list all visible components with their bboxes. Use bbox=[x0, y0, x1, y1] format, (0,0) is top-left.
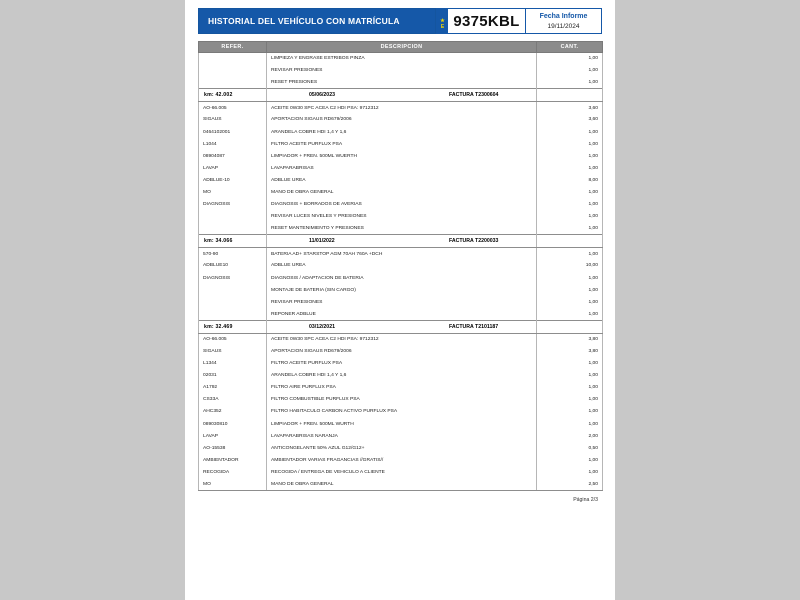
cell-desc: FILTRO ACEITE PURFLUX PSA bbox=[267, 358, 537, 370]
cell-cant: 1,00 bbox=[537, 211, 603, 223]
cell-ref: CS33A bbox=[199, 394, 267, 406]
table-row bbox=[199, 442, 603, 454]
table-row bbox=[199, 284, 603, 296]
cell-ref: LAVAP bbox=[199, 162, 267, 174]
column-header-desc: DESCRIPCION bbox=[267, 42, 537, 53]
cell-desc: BATERIA AD+ STARSTOP AGM 70AH 760A +DCH bbox=[267, 248, 537, 260]
cell-desc: ARANDELA COBRE HDI 1,4 Y 1,6 bbox=[267, 126, 537, 138]
table-row bbox=[199, 418, 603, 430]
group-date: 11/01/2022 bbox=[309, 238, 335, 245]
cell-desc: LIMPIADOR + FREN. 500ML WUERTH bbox=[267, 150, 537, 162]
table-row bbox=[199, 77, 603, 89]
table-row bbox=[199, 394, 603, 406]
cell-cant: 1,00 bbox=[537, 418, 603, 430]
cell-desc: ANTICONGELANTE 50% AZUL G12/G12+ bbox=[267, 442, 537, 454]
service-group-row bbox=[199, 89, 603, 102]
cell-ref bbox=[199, 211, 267, 223]
cell-ref bbox=[199, 65, 267, 77]
cell-desc: ARANDELA COBRE HDI 1,4 Y 1,6 bbox=[267, 370, 537, 382]
cell-ref: 570-90 bbox=[199, 248, 267, 260]
group-date: 05/06/2023 bbox=[309, 92, 335, 99]
table-row bbox=[199, 345, 603, 357]
cell-cant: 1,00 bbox=[537, 77, 603, 89]
table-row bbox=[199, 199, 603, 211]
cell-cant: 1,00 bbox=[537, 296, 603, 308]
cell-desc: RECOGIDA / ENTREGA DE VEHICULO A CLIENTE bbox=[267, 466, 537, 478]
cell-ref: RECOGIDA bbox=[199, 466, 267, 478]
license-plate bbox=[436, 8, 526, 34]
cell-cant: 1,00 bbox=[537, 150, 603, 162]
table-row bbox=[199, 358, 603, 370]
table-row bbox=[199, 370, 603, 382]
group-meta bbox=[267, 235, 537, 248]
cell-desc: REVISAR LUCES NIVELES Y PRESIONES bbox=[267, 211, 537, 223]
cell-cant: 1,00 bbox=[537, 162, 603, 174]
cell-desc: REPONER ADBLUE bbox=[267, 308, 537, 320]
cell-desc: REVISAR PRESIONES bbox=[267, 65, 537, 77]
table-row bbox=[199, 430, 603, 442]
cell-desc: AMBIENTADOR VARIAS FRAGANCIAS //GRATIS// bbox=[267, 454, 537, 466]
cell-cant: 2,00 bbox=[537, 430, 603, 442]
service-group-row bbox=[199, 235, 603, 248]
cell-cant: 3,60 bbox=[537, 102, 603, 114]
cell-ref: DIAGNOSIS bbox=[199, 272, 267, 284]
cell-desc: ACEITE 0W30 SPC ACEA C2 HDI PSA: 9712312 bbox=[267, 333, 537, 345]
cell-ref: 089030810 bbox=[199, 418, 267, 430]
cell-ref: SIGAUS bbox=[199, 114, 267, 126]
table-row bbox=[199, 150, 603, 162]
table-row bbox=[199, 53, 603, 65]
group-qty bbox=[537, 89, 603, 102]
cell-desc: LAVAPARABRISAS NARANJA bbox=[267, 430, 537, 442]
cell-cant: 0,50 bbox=[537, 442, 603, 454]
cell-desc: FILTRO HABITACULO CARBON ACTIVO PURFLUX PSA bbox=[267, 406, 537, 418]
cell-cant: 1,00 bbox=[537, 406, 603, 418]
cell-desc: FILTRO AIRE PURFLUX PSA bbox=[267, 382, 537, 394]
cell-cant: 1,00 bbox=[537, 199, 603, 211]
cell-ref bbox=[199, 308, 267, 320]
cell-ref: L1344 bbox=[199, 358, 267, 370]
cell-cant: 1,00 bbox=[537, 186, 603, 198]
cell-ref bbox=[199, 53, 267, 65]
cell-ref: L1044 bbox=[199, 138, 267, 150]
group-km: km: 32.469 bbox=[199, 320, 267, 333]
cell-cant: 1,00 bbox=[537, 53, 603, 65]
table-row bbox=[199, 296, 603, 308]
cell-ref: SIGAUS bbox=[199, 345, 267, 357]
cell-cant: 3,80 bbox=[537, 333, 603, 345]
report-date-box bbox=[526, 8, 602, 34]
cell-ref bbox=[199, 284, 267, 296]
group-invoice: FACTURA T2200033 bbox=[449, 238, 499, 245]
table-row bbox=[199, 174, 603, 186]
cell-cant: 1,00 bbox=[537, 454, 603, 466]
report-date-label: Fecha Informe bbox=[539, 12, 588, 20]
plate-number: 9375KBL bbox=[453, 12, 520, 30]
table-row bbox=[199, 406, 603, 418]
cell-desc: LIMPIADOR + FREN. 500ML WURTH bbox=[267, 418, 537, 430]
cell-cant: 1,00 bbox=[537, 382, 603, 394]
group-km: km: 34.066 bbox=[199, 235, 267, 248]
table-row bbox=[199, 138, 603, 150]
cell-desc: REVISAR PRESIONES bbox=[267, 296, 537, 308]
cell-ref: AO-66.005 bbox=[199, 333, 267, 345]
eu-stars-icon: ★ bbox=[440, 18, 445, 24]
cell-cant: 1,00 bbox=[537, 284, 603, 296]
eu-band-icon bbox=[437, 9, 448, 33]
cell-cant: 1,00 bbox=[537, 358, 603, 370]
cell-cant: 1,00 bbox=[537, 248, 603, 260]
cell-ref: ADBLUE-10 bbox=[199, 174, 267, 186]
table-row bbox=[199, 162, 603, 174]
plate-country-code: E bbox=[440, 24, 445, 30]
column-header-ref: REFER. bbox=[199, 42, 267, 53]
cell-ref bbox=[199, 77, 267, 89]
cell-desc: RESET MANTENIMIENTO Y PRESIONES bbox=[267, 223, 537, 235]
page-number: Página 2/3 bbox=[573, 497, 598, 504]
cell-ref: MO bbox=[199, 186, 267, 198]
cell-ref: ADBLUE10 bbox=[199, 260, 267, 272]
group-invoice: FACTURA T2300604 bbox=[449, 92, 499, 99]
cell-desc: ACEITE 0W30 SPC ACEA C2 HDI PSA: 9712312 bbox=[267, 102, 537, 114]
table-row bbox=[199, 333, 603, 345]
table-row bbox=[199, 102, 603, 114]
cell-cant: 1,00 bbox=[537, 272, 603, 284]
cell-cant: 1,00 bbox=[537, 308, 603, 320]
table-row bbox=[199, 114, 603, 126]
cell-cant: 8,00 bbox=[537, 174, 603, 186]
report-date-value: 19/11/2024 bbox=[547, 22, 580, 30]
cell-desc: LAVAPARABRISAS bbox=[267, 162, 537, 174]
cell-cant: 1,00 bbox=[537, 138, 603, 150]
group-km: km: 42.002 bbox=[199, 89, 267, 102]
group-meta bbox=[267, 320, 537, 333]
history-table bbox=[198, 41, 603, 491]
cell-ref: DIAGNOSIS bbox=[199, 199, 267, 211]
cell-desc: ADBLUE UREA bbox=[267, 174, 537, 186]
table-body bbox=[199, 53, 603, 491]
table-header-row bbox=[199, 42, 603, 53]
cell-desc: DIAGNOSIS / ADAPTACION DE BATERIA bbox=[267, 272, 537, 284]
cell-ref: 0464102001 bbox=[199, 126, 267, 138]
cell-cant: 3,60 bbox=[537, 114, 603, 126]
table-row bbox=[199, 248, 603, 260]
group-qty bbox=[537, 235, 603, 248]
cell-cant: 2,50 bbox=[537, 479, 603, 491]
cell-cant: 1,00 bbox=[537, 65, 603, 77]
cell-ref: AO-15538 bbox=[199, 442, 267, 454]
cell-desc: MANO DE OBRA GENERAL bbox=[267, 479, 537, 491]
cell-ref: MO bbox=[199, 479, 267, 491]
cell-desc: ADBLUE UREA bbox=[267, 260, 537, 272]
table-row bbox=[199, 65, 603, 77]
service-group-row bbox=[199, 320, 603, 333]
document-content bbox=[198, 8, 602, 503]
cell-desc: APORTACION SIGAUS RD679/2006 bbox=[267, 114, 537, 126]
cell-cant: 10,00 bbox=[537, 260, 603, 272]
cell-cant: 1,00 bbox=[537, 223, 603, 235]
table-row bbox=[199, 223, 603, 235]
table-row bbox=[199, 272, 603, 284]
cell-ref: AMBIENTADOR bbox=[199, 454, 267, 466]
table-row bbox=[199, 211, 603, 223]
table-row bbox=[199, 479, 603, 491]
column-header-cant: CANT. bbox=[537, 42, 603, 53]
cell-ref bbox=[199, 223, 267, 235]
table-row bbox=[199, 382, 603, 394]
table-row bbox=[199, 466, 603, 478]
report-title: HISTORIAL DEL VEHÍCULO CON MATRÍCULA bbox=[198, 8, 436, 34]
table-row bbox=[199, 308, 603, 320]
cell-ref: LAVAP bbox=[199, 430, 267, 442]
document-page bbox=[185, 0, 615, 600]
cell-desc: LIMPIEZA Y ENGRASE ESTRIBOS PINZA bbox=[267, 53, 537, 65]
report-header bbox=[198, 8, 602, 34]
cell-desc: MANO DE OBRA GENERAL bbox=[267, 186, 537, 198]
group-date: 03/12/2021 bbox=[309, 323, 335, 330]
cell-desc: FILTRO ACEITE PURFLUX PSA bbox=[267, 138, 537, 150]
group-invoice: FACTURA T2101187 bbox=[449, 323, 499, 330]
cell-desc: DIAGNOSIS + BORRADOS DE AVERIAS bbox=[267, 199, 537, 211]
cell-desc: RESET PRESIONES bbox=[267, 77, 537, 89]
cell-cant: 3,80 bbox=[537, 345, 603, 357]
cell-ref: AHC352 bbox=[199, 406, 267, 418]
table-row bbox=[199, 186, 603, 198]
cell-cant: 1,00 bbox=[537, 394, 603, 406]
cell-ref bbox=[199, 296, 267, 308]
table-row bbox=[199, 454, 603, 466]
cell-ref: 08904087 bbox=[199, 150, 267, 162]
cell-cant: 1,00 bbox=[537, 126, 603, 138]
cell-cant: 1,00 bbox=[537, 370, 603, 382]
group-qty bbox=[537, 320, 603, 333]
table-row bbox=[199, 126, 603, 138]
group-meta bbox=[267, 89, 537, 102]
cell-desc: APORTACION SIGAUS RD679/2006 bbox=[267, 345, 537, 357]
cell-cant: 1,00 bbox=[537, 466, 603, 478]
cell-ref: 02031 bbox=[199, 370, 267, 382]
cell-desc: MONTAJE DE BATERIA (SIN CARGO) bbox=[267, 284, 537, 296]
cell-desc: FILTRO COMBUSTIBLE PURFLUX PSA bbox=[267, 394, 537, 406]
cell-ref: A1792 bbox=[199, 382, 267, 394]
table-row bbox=[199, 260, 603, 272]
cell-ref: AO-66.005 bbox=[199, 102, 267, 114]
